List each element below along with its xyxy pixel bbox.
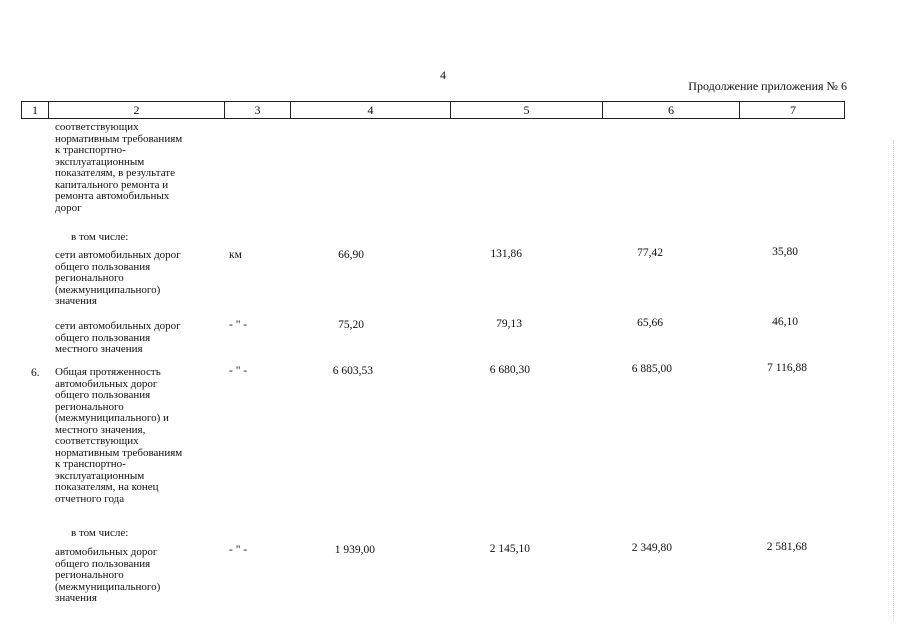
desc-line: ремонта автомобильных (55, 190, 170, 202)
table-cell-col7: 7 116,88 (767, 362, 807, 374)
table-cell-col6: 77,42 (637, 247, 663, 259)
table-row-desc (55, 547, 215, 605)
desc-line: общего пользования (55, 557, 151, 570)
column-header-5: 5 (451, 102, 603, 118)
column-header-2: 2 (49, 102, 225, 118)
column-header-1: 1 (22, 102, 49, 118)
table-cell-col6: 6 885,00 (631, 363, 672, 375)
desc-line: показателям, в результате (55, 167, 175, 179)
desc-line: нормативным требованиям (55, 446, 183, 459)
desc-line: регионального (55, 400, 124, 413)
table-cell-unit: км (229, 249, 242, 261)
desc-line: автомобильных дорог (55, 546, 158, 558)
desc-line: эксплуатационным (55, 469, 145, 482)
table-cell-col5: 131,86 (490, 248, 522, 260)
table-cell-unit: - " - (229, 544, 248, 556)
table-cell-col7: 46,10 (772, 316, 798, 328)
column-header-4: 4 (291, 102, 451, 118)
desc-line: соответствующих (55, 121, 139, 133)
desc-line: (межмуниципального) (55, 580, 161, 593)
desc-line: к транспортно- (55, 144, 126, 156)
desc-line: нормативным требованиям (55, 132, 183, 145)
desc-line: соответствующих (55, 435, 139, 447)
desc-line: к транспортно- (55, 458, 126, 470)
column-header-7: 7 (790, 102, 796, 117)
column-header-6: 6 (603, 102, 740, 118)
desc-line: в том числе: (71, 231, 129, 243)
desc-line: Общая протяженность (55, 366, 161, 378)
table-cell-col4: 1 939,00 (334, 544, 375, 556)
table-row-number: 6. (31, 367, 40, 379)
table-cell-col5: 79,13 (496, 318, 522, 330)
table-row-desc (55, 250, 215, 308)
desc-line: сети автомобильных дорог (55, 249, 181, 261)
column-header-3: 3 (225, 102, 291, 118)
table-cell-col5: 2 145,10 (489, 543, 530, 555)
page-number: 4 (440, 68, 446, 82)
desc-line: общего пользования (55, 331, 151, 344)
desc-line: значения (55, 295, 97, 307)
table-cell-col4: 6 603,53 (332, 365, 373, 377)
desc-line: регионального (55, 569, 124, 581)
table-row-desc (55, 122, 215, 214)
table-row-desc (55, 367, 215, 505)
table-cell-unit: - " - (229, 365, 248, 377)
desc-line: значения (55, 592, 97, 604)
desc-line: (межмуниципального) (55, 283, 161, 296)
table-cell-col7: 35,80 (772, 246, 798, 258)
desc-line: дорог (55, 201, 82, 214)
table-row-desc (55, 321, 215, 356)
table-cell-col4: 75,20 (338, 319, 364, 331)
table-cell-unit: - " - (229, 319, 248, 331)
desc-line: отчетного года (55, 492, 125, 505)
table-header-row (21, 101, 845, 119)
desc-line: местного значения (55, 343, 143, 355)
continuation-note: Продолжение приложения № 6 (688, 79, 847, 93)
desc-line: капитального ремонта и (55, 178, 169, 191)
table-cell-col4: 66,90 (338, 249, 364, 261)
table-cell-col5: 6 680,30 (489, 364, 530, 376)
desc-line: общего пользования (55, 389, 151, 401)
table-cell-col6: 65,66 (637, 317, 663, 329)
desc-line: в том числе: (71, 527, 129, 539)
desc-line: показателям, на конец (55, 481, 159, 493)
desc-line: автомобильных дорог (55, 377, 158, 390)
table-row-desc (71, 232, 231, 244)
table-row-desc (71, 528, 231, 540)
scan-edge-line (893, 140, 894, 620)
desc-line: общего пользования (55, 260, 151, 273)
table-cell-col6: 2 349,80 (631, 542, 672, 554)
desc-line: эксплуатационным (55, 155, 145, 168)
desc-line: (межмуниципального) и (55, 412, 169, 424)
desc-line: сети автомобильных дорог (55, 320, 181, 332)
table-cell-col7: 2 581,68 (766, 541, 807, 553)
desc-line: местного значения, (55, 423, 146, 436)
desc-line: регионального (55, 272, 124, 284)
